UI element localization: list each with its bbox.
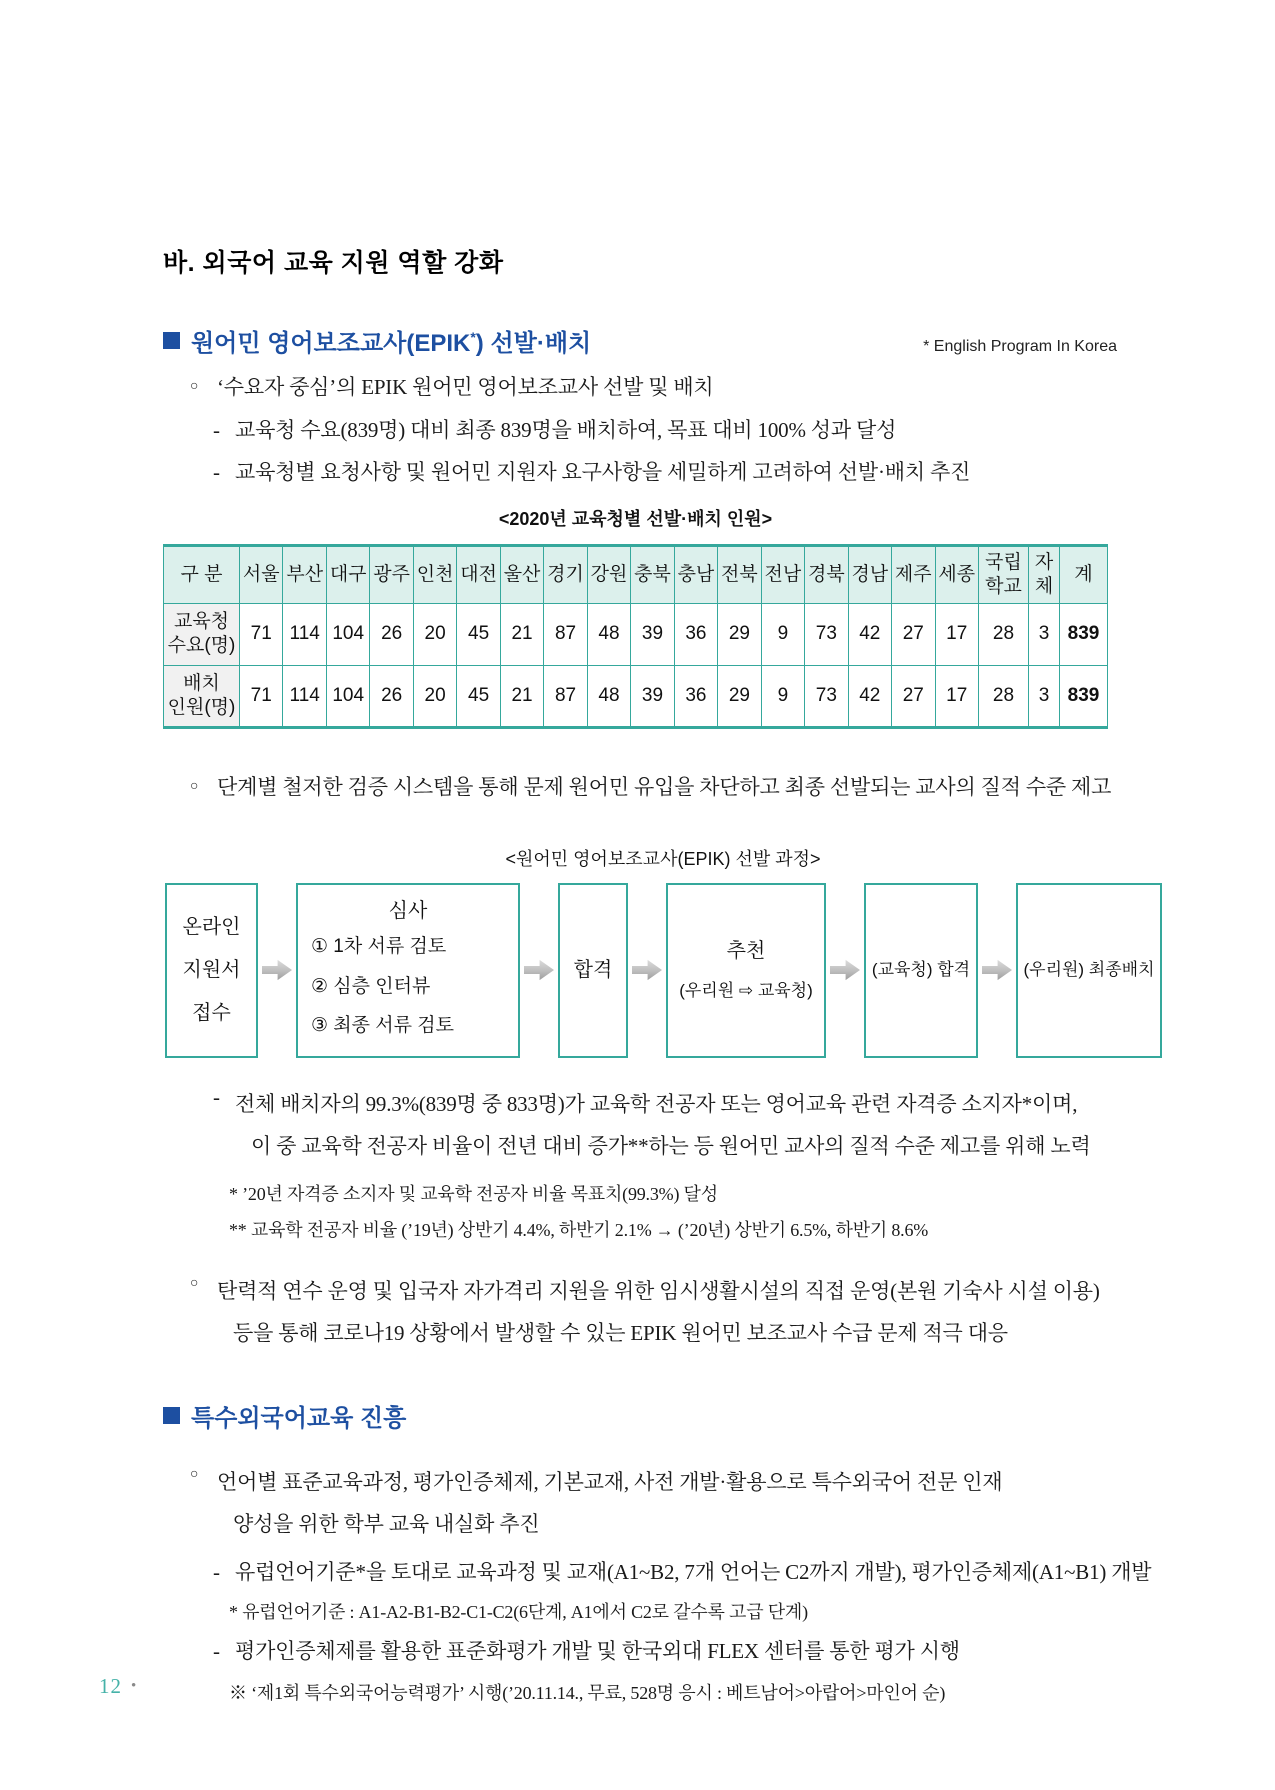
table-cell: 39	[631, 665, 674, 727]
table-column-header: 서울	[240, 546, 283, 604]
document-content	[163, 243, 1195, 1705]
circle-bullet-icon: ○	[190, 1466, 199, 1482]
table-column-header: 광주	[370, 546, 413, 604]
dash-text: 평가인증체제를 활용한 표준화평가 개발 및 한국외대 FLEX 센터를 통한 평가 시행	[235, 1638, 960, 1663]
table-column-header: 자체	[1029, 546, 1060, 604]
table-cell: 42	[848, 603, 891, 665]
table-cell: 29	[718, 603, 761, 665]
bullet-text-line1: 탄력적 연수 운영 및 입국자 자가격리 지원을 위한 임시생활시설의 직접 운영(본원 기숙사 시설 이용)	[217, 1278, 1100, 1303]
section1-title	[191, 323, 591, 358]
flow-arrow-icon	[524, 959, 554, 981]
footnote: * 유럽언어기준 : A1-A2-B1-B2-C1-C2(6단계, A1에서 C2로 갈수록 고급 단계)	[229, 1601, 808, 1622]
epik-selection-flow	[165, 883, 1167, 1058]
table-cell: 45	[457, 665, 500, 727]
circle-bullet-icon: ○	[190, 379, 199, 394]
circle-bullet-icon: ○	[190, 778, 199, 794]
table-column-header: 경북	[805, 546, 848, 604]
table-cell: 71	[240, 603, 283, 665]
table-column-header: 대구	[326, 546, 369, 604]
footnote: * ’20년 자격증 소지자 및 교육학 전공자 비율 목표치(99.3%) 달성	[229, 1183, 718, 1204]
flow-step-box	[165, 883, 258, 1058]
flow-step-box	[666, 883, 826, 1058]
page-heading: 바. 외국어 교육 지원 역할 강화	[163, 249, 504, 277]
table-cell: 27	[892, 665, 935, 727]
bullet-item	[163, 373, 1195, 401]
footnote: ** 교육학 전공자 비율 (’19년) 상반기 4.4%, 하반기 2.1% → (’20년) 상반기 6.5%, 하반기 8.6%	[229, 1219, 929, 1240]
table-cell: 21	[500, 665, 543, 727]
flow-title: <원어민 영어보조교사(EPIK) 선발 과정>	[505, 848, 821, 869]
bullet-text: ‘수요자 중심’의 EPIK 원어민 영어보조교사 선발 및 배치	[217, 375, 714, 399]
bullet-item	[163, 1270, 1195, 1354]
table-cell: 17	[935, 665, 979, 727]
table-cell: 17	[935, 603, 979, 665]
dash-item	[163, 1083, 1195, 1167]
flow-step-item: ② 심층 인터뷰	[311, 975, 431, 997]
footer-dot-icon: •	[131, 1678, 137, 1694]
table-row-label: 교육청 수요(명)	[164, 603, 240, 665]
blue-square-bullet-icon	[163, 1407, 180, 1424]
table-cell: 87	[544, 665, 587, 727]
flow-step-line: 합격	[573, 958, 613, 981]
table-cell: 26	[370, 603, 413, 665]
bullet-text-line2: 등을 통해 코로나19 상황에서 발생할 수 있는 EPIK 원어민 보조교사 수급 문제 적극 대응	[233, 1320, 1008, 1345]
dash-text: 유럽언어기준*을 토대로 교육과정 및 교재(A1~B2, 7개 언어는 C2까지 개발), 평가인증체제(A1~B1) 개발	[235, 1559, 1152, 1584]
table-column-header: 제주	[892, 546, 935, 604]
section1-title-text: 원어민 영어보조교사(EPIK	[191, 330, 471, 357]
flow-step-line: (우리원 ⇨ 교육청)	[679, 981, 813, 1001]
table-column-header: 구 분	[164, 546, 240, 604]
table-column-header: 경남	[848, 546, 891, 604]
table-cell: 104	[326, 665, 369, 727]
bullet-item	[163, 773, 1195, 801]
table-cell: 3	[1029, 603, 1060, 665]
table-cell: 29	[718, 665, 761, 727]
dash-text: 교육청별 요청사항 및 원어민 지원자 요구사항을 세밀하게 고려하여 선발·배치 추진	[235, 460, 971, 484]
section2-title: 특수외국어교육 진흥	[191, 1404, 407, 1432]
flow-arrow-icon	[632, 959, 662, 981]
dash-text: 교육청 수요(839명) 대비 최종 839명을 배치하여, 목표 대비 100% 성과 달성	[235, 418, 897, 442]
flow-arrow-icon	[982, 959, 1012, 981]
table-title: <2020년 교육청별 선발·배치 인원>	[498, 509, 773, 529]
table-cell: 28	[979, 665, 1029, 727]
table-cell: 839	[1060, 665, 1108, 727]
table-cell: 104	[326, 603, 369, 665]
dash-bullet-icon: -	[213, 1084, 220, 1109]
dash-item	[163, 1558, 1195, 1586]
section1-header	[163, 323, 1195, 358]
flow-arrow-icon	[830, 959, 860, 981]
flow-step-line: 온라인	[182, 915, 241, 938]
footnote: ※ ‘제1회 특수외국어능력평가’ 시행(’20.11.14., 무료, 528명 응시 : 베트남어>아랍어>마인어 순)	[229, 1682, 946, 1703]
table-row	[164, 665, 1108, 727]
table-cell: 73	[805, 603, 848, 665]
section1-title-superscript: *	[470, 329, 476, 345]
table-column-header: 부산	[283, 546, 326, 604]
dash-bullet-icon: -	[213, 1638, 220, 1663]
table-cell: 45	[457, 603, 500, 665]
table-cell: 48	[587, 665, 630, 727]
bullet-item	[163, 1461, 1195, 1545]
table-row-label: 배치 인원(명)	[164, 665, 240, 727]
table-cell: 42	[848, 665, 891, 727]
table-cell: 20	[413, 603, 456, 665]
table-cell: 73	[805, 665, 848, 727]
flow-step-title: 심사	[388, 899, 428, 922]
table-cell: 48	[587, 603, 630, 665]
table-cell: 39	[631, 603, 674, 665]
flow-step-box	[1016, 883, 1162, 1058]
table-column-header: 국립학교	[979, 546, 1029, 604]
table-column-header: 전남	[761, 546, 804, 604]
dash-bullet-icon: -	[213, 1559, 220, 1584]
dash-text-line2: 이 중 교육학 전공자 비율이 전년 대비 증가**하는 등 원어민 교사의 질적 수준 제고를 위해 노력	[251, 1133, 1091, 1158]
dash-bullet-icon: -	[213, 418, 220, 442]
table-column-header: 울산	[500, 546, 543, 604]
dash-bullet-icon: -	[213, 460, 220, 484]
table-header-row	[164, 546, 1108, 604]
section2-header	[163, 1398, 1195, 1433]
flow-step-box	[864, 883, 978, 1058]
flow-step-line: (우리원) 최종배치	[1023, 959, 1155, 979]
flow-step-item: ③ 최종 서류 검토	[311, 1015, 454, 1037]
blue-square-bullet-icon	[163, 332, 180, 349]
table-cell: 3	[1029, 665, 1060, 727]
table-cell: 21	[500, 603, 543, 665]
table-cell: 9	[761, 665, 804, 727]
bullet-text-line2: 양성을 위한 학부 교육 내실화 추진	[233, 1511, 540, 1536]
table-column-header: 대전	[457, 546, 500, 604]
table-cell: 27	[892, 603, 935, 665]
table-column-header: 경기	[544, 546, 587, 604]
bullet-text-line1: 언어별 표준교육과정, 평가인증체제, 기본교재, 사전 개발·활용으로 특수외국어 전문 인재	[217, 1469, 1003, 1494]
table-row	[164, 603, 1108, 665]
flow-step-line: 접수	[192, 1001, 231, 1024]
table-cell: 87	[544, 603, 587, 665]
table-column-header: 강원	[587, 546, 630, 604]
table-cell: 28	[979, 603, 1029, 665]
table-column-header: 충남	[674, 546, 717, 604]
table-cell: 36	[674, 603, 717, 665]
table-cell: 9	[761, 603, 804, 665]
table-column-header: 세종	[935, 546, 979, 604]
flow-step-line: 추천	[726, 940, 766, 963]
epik-footnote: * English Program In Korea	[923, 338, 1117, 355]
bullet-text: 단계별 철저한 검증 시스템을 통해 문제 원어민 유입을 차단하고 최종 선발되는 교사의 질적 수준 제고	[217, 774, 1112, 799]
table-cell: 114	[283, 665, 326, 727]
table-cell: 71	[240, 665, 283, 727]
page-footer	[99, 1674, 136, 1699]
table-column-header: 계	[1060, 546, 1108, 604]
section1-title-text-post: ) 선발·배치	[475, 330, 592, 357]
flow-step-line: 지원서	[182, 958, 241, 981]
dash-text-line1: 전체 배치자의 99.3%(839명 중 833명)가 교육학 전공자 또는 영어교육 관련 자격증 소지자*이며,	[235, 1091, 1078, 1116]
table-column-header: 인천	[413, 546, 456, 604]
table-cell: 114	[283, 603, 326, 665]
table-cell: 20	[413, 665, 456, 727]
table-column-header: 전북	[718, 546, 761, 604]
flow-step-item: ① 1차 서류 검토	[311, 935, 447, 957]
flow-step-box	[296, 883, 520, 1058]
flow-arrow-icon	[262, 959, 292, 981]
dash-item	[163, 458, 1195, 486]
dash-item	[163, 416, 1195, 444]
circle-bullet-icon: ○	[190, 1275, 199, 1291]
epik-allocation-table	[163, 544, 1108, 729]
flow-step-box	[558, 883, 628, 1058]
dash-item	[163, 1637, 1195, 1665]
table-cell: 26	[370, 665, 413, 727]
table-cell: 839	[1060, 603, 1108, 665]
page-number: 12	[99, 1674, 122, 1698]
table-column-header: 충북	[631, 546, 674, 604]
flow-step-line: (교육청) 합격	[871, 959, 971, 979]
table-cell: 36	[674, 665, 717, 727]
